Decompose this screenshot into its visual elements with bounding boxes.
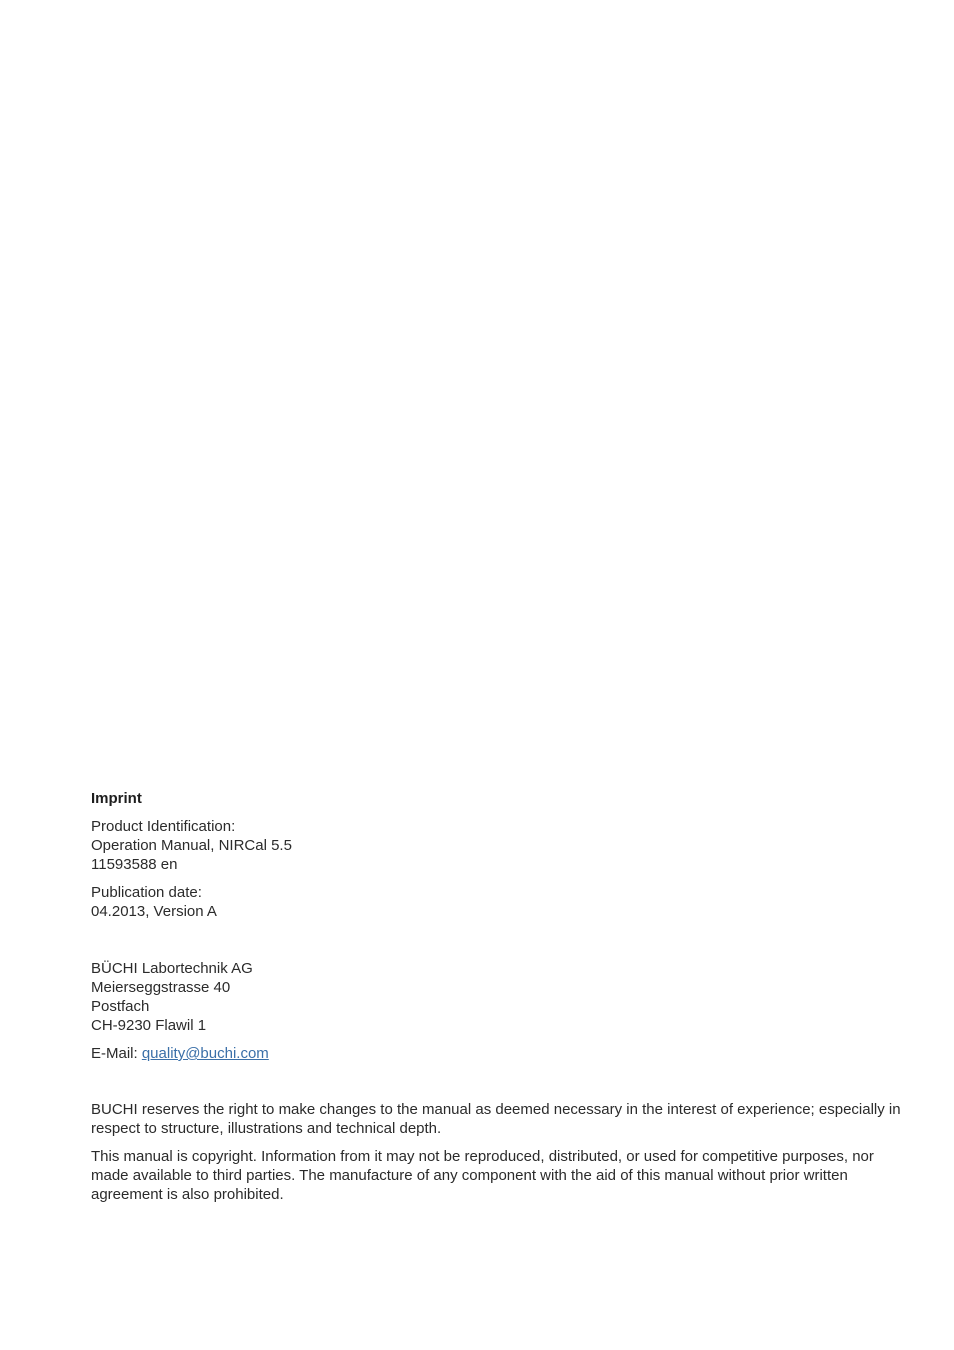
product-identification xyxy=(91,817,911,874)
email-link[interactable]: quality@buchi.com xyxy=(141,1045,269,1062)
copyright-notice: This manual is copyright. Information from it may not be reproduced, distributed, or used for competitive purposes, nor made available to third parties. The manufacture of any component with the aid of this manual without prior written agreement is also prohibited. xyxy=(91,1148,874,1203)
product-label: Product Identification: xyxy=(91,818,236,835)
contact-email xyxy=(91,1044,911,1063)
publication-date xyxy=(91,883,911,921)
product-code: 11593588 en xyxy=(91,856,178,873)
publication-version: 04.2013, Version A xyxy=(91,903,217,920)
company-street: Meierseggstrasse 40 xyxy=(91,979,231,996)
email-label: E-Mail: xyxy=(91,1045,142,1062)
notices xyxy=(91,1100,911,1204)
imprint-heading: Imprint xyxy=(91,790,142,807)
company-city: CH-9230 Flawil 1 xyxy=(91,1017,207,1034)
product-manual: Operation Manual, NIRCal 5.5 xyxy=(91,837,292,854)
company-address xyxy=(91,959,911,1035)
company-postbox: Postfach xyxy=(91,998,150,1015)
publication-label: Publication date: xyxy=(91,884,202,901)
imprint-section xyxy=(91,789,911,1213)
changes-notice: BUCHI reserves the right to make changes to the manual as deemed necessary in the interest of experience; especially in respect to structure, illustrations and technical depth. xyxy=(91,1101,901,1137)
company-name: BÜCHI Labortechnik AG xyxy=(91,960,253,977)
email-line xyxy=(91,1044,911,1063)
